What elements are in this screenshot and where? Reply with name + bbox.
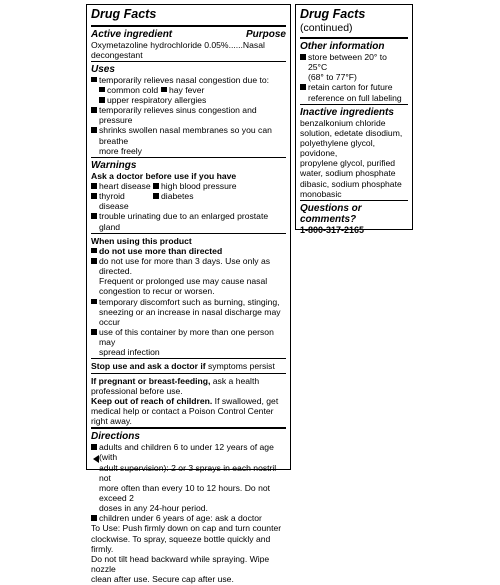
list-item: common cold: [99, 85, 161, 95]
inactive-ingredients-heading: Inactive ingredients: [300, 106, 394, 118]
square-bullet-icon: [91, 258, 97, 264]
list-item: do not use for more than 3 days. Use only as directed. Frequent or prolonged use may cause nasal congestion to recur or worsen.: [91, 256, 286, 297]
square-bullet-icon: [91, 444, 97, 450]
square-bullet-icon: [91, 329, 97, 335]
list-item: diabetes: [153, 191, 194, 211]
active-ingredient-line: [91, 40, 286, 60]
list-item: use of this container by more than one person may spread infection: [91, 327, 286, 357]
panel-title: Drug Facts: [91, 7, 157, 21]
other-information-section: [300, 37, 408, 104]
panel-title: Drug Facts (continued): [300, 7, 366, 34]
purpose-text: Nasal decongestant: [91, 39, 265, 60]
keep-out-label: Keep out of reach of children.: [91, 395, 213, 406]
directions-heading: Directions: [91, 431, 140, 443]
list-item: thyroid disease: [91, 191, 153, 211]
condition-row: [91, 191, 286, 211]
purpose-heading: Purpose: [245, 28, 286, 40]
square-bullet-icon: [91, 127, 97, 133]
list-item: store between 20° to 25°C (68° to 77°F): [300, 52, 408, 82]
square-bullet-icon: [91, 213, 97, 219]
square-bullet-icon: [300, 84, 306, 90]
square-bullet-icon: [161, 87, 167, 93]
pregnancy-section: If pregnant or breast-feeding, ask a health professional before use. Keep out of reach of children. If swallowed, get medical help or contact a Poison Control Center right away.: [91, 373, 286, 428]
list-item: trouble urinating due to an enlarged prostate gland: [91, 211, 286, 231]
questions-section: [300, 200, 408, 237]
warnings-section: [91, 157, 286, 233]
ingredient-name: Oxymetazoline hydrochloride 0.05%: [91, 39, 229, 50]
list-item: upper respiratory allergies: [99, 95, 286, 105]
left-triangle-icon[interactable]: [93, 455, 99, 463]
pregnancy-label: If pregnant or breast-feeding,: [91, 375, 211, 386]
when-using-subheading: When using this product: [91, 235, 192, 246]
square-bullet-icon: [91, 77, 97, 83]
stop-use-label: Stop use and ask a doctor if: [91, 361, 206, 372]
square-bullet-icon: [153, 193, 159, 199]
list-item: heart disease: [91, 181, 153, 191]
square-bullet-icon: [300, 54, 306, 60]
square-bullet-icon: [153, 183, 159, 189]
list-item: shrinks swollen nasal membranes so you can breathe more freely: [91, 125, 286, 155]
when-using-section: [91, 233, 286, 359]
list-item: temporarily relieves nasal congestion due to:: [91, 75, 286, 85]
list-item: retain carton for future reference on full labeling: [300, 82, 408, 102]
square-bullet-icon: [91, 183, 97, 189]
square-bullet-icon: [91, 193, 97, 199]
inactive-ingredients-text: benzalkonium chloride solution, edetate disodium, polyethylene glycol, povidone, propylene glycol, purified water, sodium phosphate dibasic, sodium phosphate monobasic: [300, 117, 403, 199]
square-bullet-icon: [99, 97, 105, 103]
other-information-heading: Other information: [300, 41, 385, 52]
list-item: high blood pressure: [153, 181, 237, 191]
list-item: hay fever: [161, 85, 204, 95]
active-ingredient-heading: Active ingredient: [91, 28, 173, 40]
list-item: temporarily relieves sinus congestion and pressure: [91, 105, 286, 125]
questions-heading: Questions or comments?: [300, 202, 362, 225]
list-item: adults and children 6 to under 12 years of age (with adult supervision): 2 or 3 sprays in each nostril not more often than every 10 to 12 hours. Do not exceed 2 doses in any 24-hour period.: [91, 442, 286, 513]
list-item: do not use more than directed: [91, 246, 286, 256]
list-item: children under 6 years of age: ask a doctor: [91, 513, 286, 523]
ask-doctor-subheading: Ask a doctor before use if you have: [91, 170, 237, 181]
square-bullet-icon: [91, 248, 97, 254]
square-bullet-icon: [91, 515, 97, 521]
directions-section: [91, 427, 286, 585]
uses-heading: Uses: [91, 63, 115, 75]
sub-list-row: [91, 85, 286, 95]
square-bullet-icon: [91, 299, 97, 305]
stop-use-section: [91, 358, 286, 372]
drug-facts-continued-panel: [295, 4, 413, 235]
warnings-heading: Warnings: [91, 159, 137, 171]
square-bullet-icon: [99, 87, 105, 93]
square-bullet-icon: [91, 107, 97, 113]
active-ingredient-section: [91, 25, 286, 61]
condition-row: [91, 181, 286, 191]
continued-label: (continued): [300, 21, 353, 34]
to-use-text: To Use: Push firmly down on cap and turn counter clockwise. To spray, squeeze bottle quickly and firmly. Do not tilt head backward while spraying. Wipe nozzle clean after use. Secure cap after use.: [91, 523, 282, 585]
sub-list-row: [91, 95, 286, 105]
list-item: temporary discomfort such as burning, stinging, sneezing or an increase in nasal discharge may occur: [91, 297, 286, 327]
leader-dots: ......: [228, 39, 243, 50]
drug-facts-panel: [86, 4, 291, 585]
uses-section: [91, 61, 286, 157]
inactive-ingredients-section: [300, 104, 408, 200]
stop-use-text: symptoms persist: [205, 361, 275, 372]
phone-number: 1-800-317-2165: [300, 224, 365, 235]
